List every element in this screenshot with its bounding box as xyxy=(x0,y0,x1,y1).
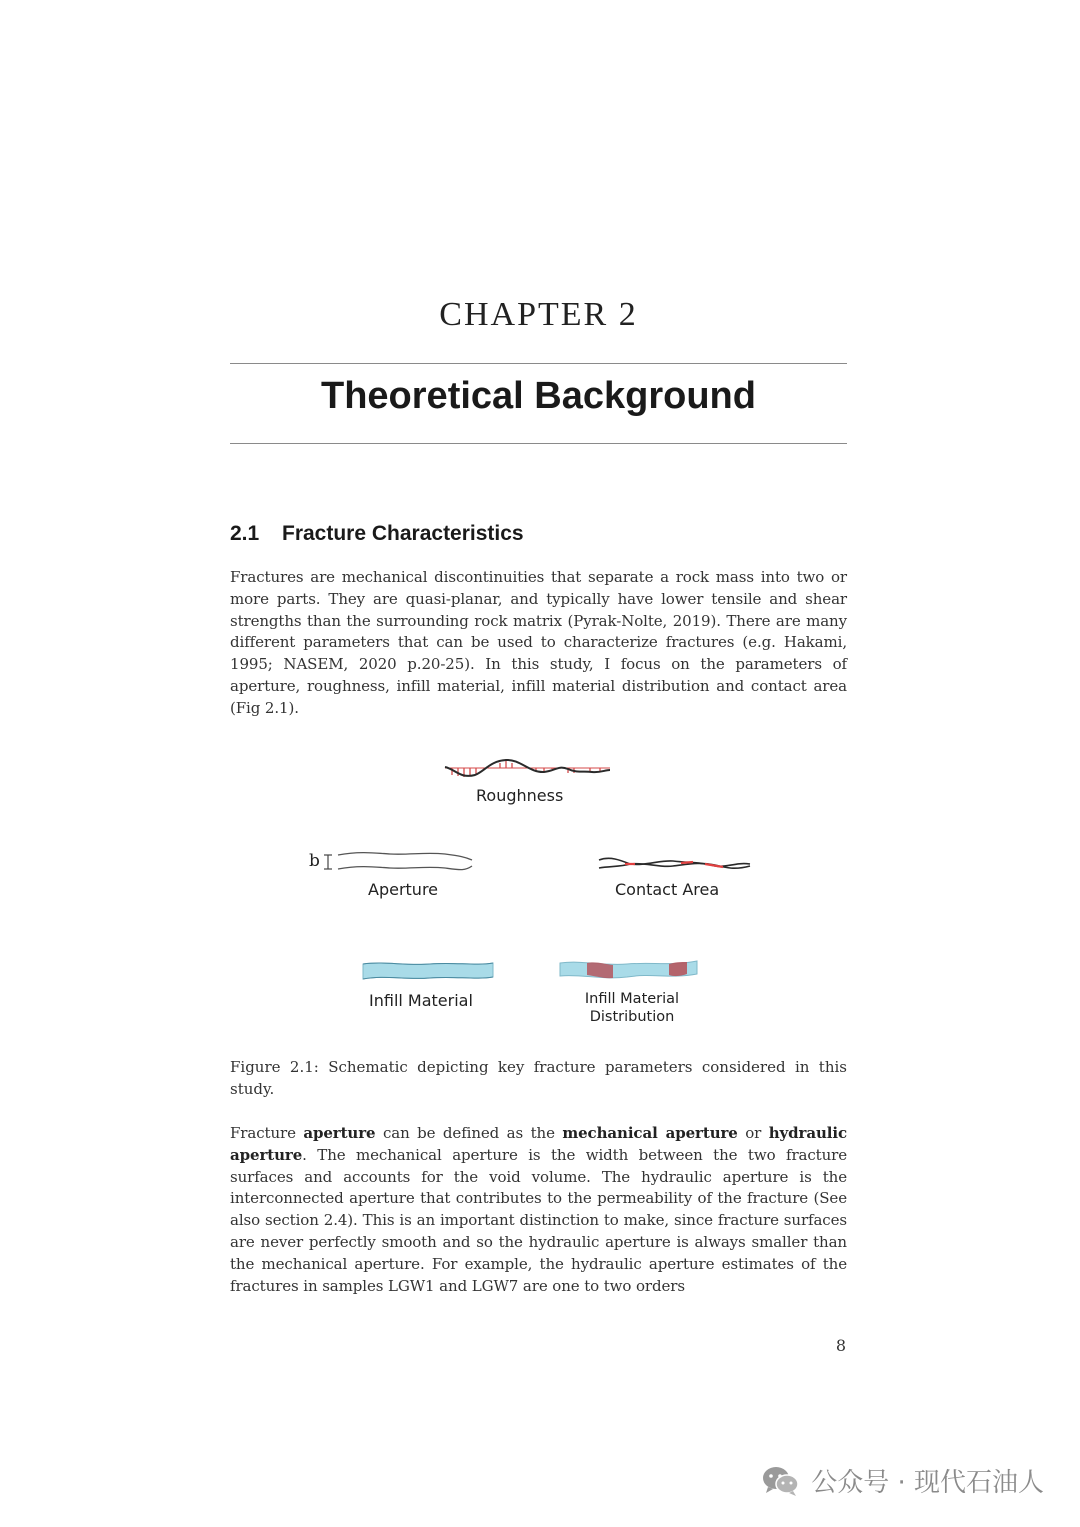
term-hydraulic-aperture: hydraulic aperture xyxy=(230,1124,847,1164)
text-run: or xyxy=(737,1124,769,1142)
infill-distribution-diagram xyxy=(557,956,702,986)
infill-deposit-2 xyxy=(669,962,687,976)
infill-distribution-label-line1: Infill Material xyxy=(584,991,680,1007)
title-rule-bottom xyxy=(230,443,847,444)
paragraph-aperture xyxy=(230,1123,847,1297)
watermark-text: 公众号 · 现代石油人 xyxy=(811,1468,1044,1498)
aperture-bracket xyxy=(324,855,332,869)
contact-area-label: Contact Area xyxy=(615,880,720,899)
aperture-diagram xyxy=(320,848,480,878)
contact-area-diagram xyxy=(595,852,755,877)
text-run: . The mechanical aperture is the width between the two fracture surfaces and accounts for the void volume. The hydraulic aperture is the interconnected aperture that contributes to the permeability of the fracture (See also section 2.4). This is an important distinction to make, since fracture surfaces are never perfectly smooth and so the hydraulic aperture is always smaller than the mechanical aperture. For example, the hydraulic aperture estimates of the fractures in samples LGW1 and LGW7 are one to two orders xyxy=(230,1145,847,1295)
infill-material-label: Infill Material xyxy=(369,991,473,1010)
title-rule-top xyxy=(230,363,847,364)
aperture-lower-surface xyxy=(338,866,472,870)
aperture-upper-surface xyxy=(338,853,472,860)
infill-distribution-label xyxy=(576,990,688,1026)
figure-caption: Figure 2.1: Schematic depicting key fracture parameters considered in this study. xyxy=(230,1058,847,1098)
section-title: Fracture Characteristics xyxy=(282,522,524,545)
aperture-symbol: b xyxy=(309,851,320,871)
aperture-label: Aperture xyxy=(368,880,439,899)
roughness-diagram xyxy=(440,755,620,785)
text-run: can be defined as the xyxy=(375,1124,563,1142)
term-mechanical-aperture: mechanical aperture xyxy=(562,1124,738,1142)
page-number: 8 xyxy=(835,1336,846,1355)
chapter-title: Theoretical Background xyxy=(321,375,756,417)
wechat-icon xyxy=(761,1464,801,1498)
section-number: 2.1 xyxy=(230,522,260,545)
watermark xyxy=(761,1462,1044,1499)
infill-material-diagram xyxy=(360,958,500,986)
paragraph-intro: Fractures are mechanical discontinuities that separate a rock mass into two or more parts. They are quasi-planar, and typically have lower tensile and shear strengths than the surrounding rock matrix (Pyrak-Nolte, 2019). There are many different parameters that can be used to characterize fractures (e.g. Hakami, 1995; NASEM, 2020 p.20-25). In this study, I focus on the parameters of aperture, roughness, infill material, infill material distribution and contact area (Fig 2.1). xyxy=(230,568,847,717)
infill-material-fill xyxy=(363,963,493,979)
roughness-label: Roughness xyxy=(476,786,564,805)
term-aperture: aperture xyxy=(303,1124,376,1142)
infill-distribution-label-line2: Distribution xyxy=(589,1009,675,1025)
chapter-label: CHAPTER 2 xyxy=(439,296,638,333)
text-run: Fracture xyxy=(230,1124,304,1142)
section-heading xyxy=(230,522,524,546)
